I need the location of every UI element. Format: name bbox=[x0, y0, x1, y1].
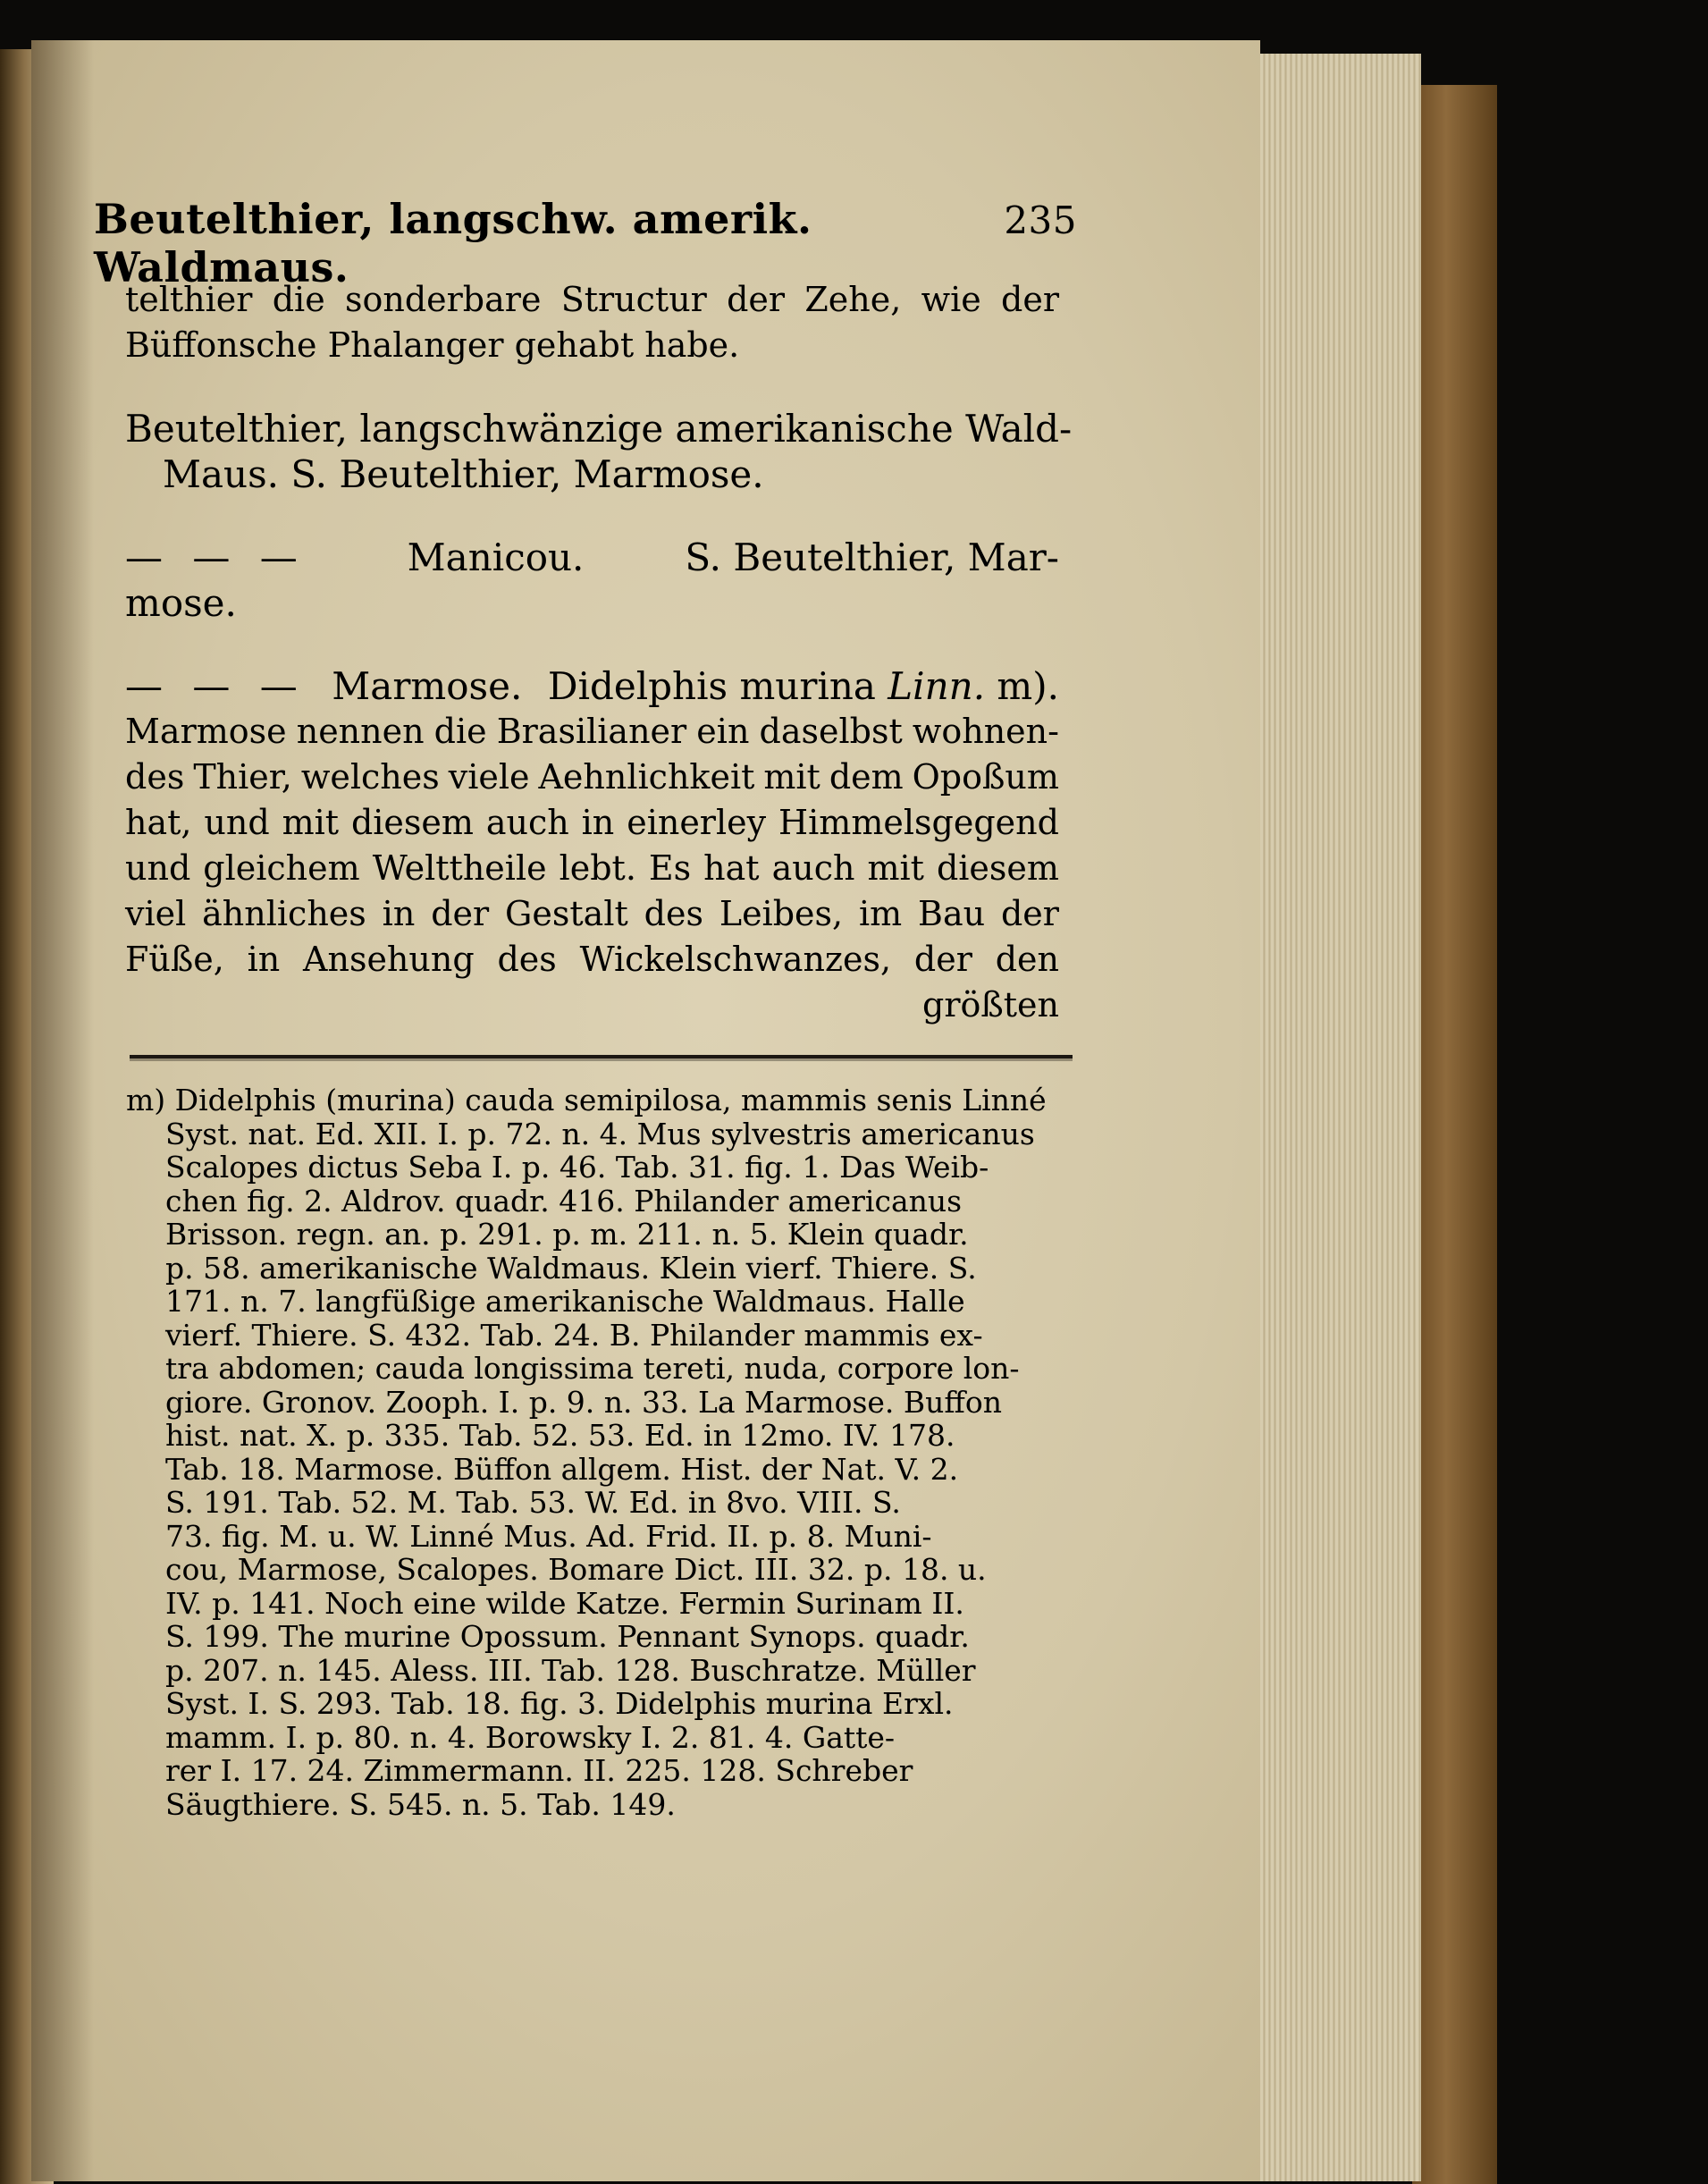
word: der bbox=[913, 940, 972, 979]
word: diesem bbox=[936, 848, 1059, 888]
word: der bbox=[727, 280, 786, 319]
footnote-rule bbox=[130, 1055, 1073, 1058]
footnote-line: giore. Gronov. Zooph. I. p. 9. n. 33. La Marmose. Buffon bbox=[165, 1384, 1002, 1420]
word: und bbox=[204, 803, 270, 842]
word: wie bbox=[921, 280, 981, 319]
footnote-line: Brisson. regn. an. p. 291. p. m. 211. n. 5. Klein quadr. bbox=[165, 1217, 969, 1252]
footnote-line: tra abdomen; cauda longissima tereti, nuda, corpore lon- bbox=[165, 1351, 1020, 1386]
entry-manicou bbox=[125, 535, 1059, 580]
text-line bbox=[125, 709, 1059, 755]
word: den bbox=[995, 940, 1059, 979]
word: telthier bbox=[125, 280, 253, 319]
text-line bbox=[125, 755, 1059, 800]
footnote-line: Säugthiere. S. 545. n. 5. Tab. 149. bbox=[165, 1786, 676, 1822]
word: des bbox=[125, 757, 185, 797]
word: Aehnlichkeit bbox=[538, 757, 755, 797]
word: daselbst bbox=[759, 712, 903, 751]
word: die bbox=[272, 280, 325, 319]
word: in bbox=[247, 940, 281, 979]
footnote-line: rer I. 17. 24. Zimmermann. II. 225. 128. Schreber bbox=[165, 1753, 913, 1788]
footnote-line: Syst. I. S. 293. Tab. 18. fig. 3. Didelphis murina Erxl. bbox=[165, 1686, 954, 1721]
word: und bbox=[125, 848, 191, 888]
word: Himmelsgegend bbox=[778, 803, 1059, 842]
page-stack-edge bbox=[1260, 54, 1421, 2181]
word: ähnliches bbox=[202, 894, 366, 933]
entry-term: Marmose. bbox=[332, 664, 523, 708]
text-line bbox=[125, 277, 1059, 323]
word: Marmose bbox=[125, 712, 287, 751]
footnote-line: m) Didelphis (murina) cauda semipilosa, mammis senis Linné bbox=[126, 1083, 1047, 1117]
running-title: Beutelthier, langschw. amerik. Waldmaus. bbox=[94, 195, 812, 291]
word: einerley bbox=[627, 803, 767, 842]
word: mit bbox=[282, 803, 340, 842]
word: viel bbox=[125, 894, 187, 933]
word: der bbox=[1001, 280, 1059, 319]
entry-marmose bbox=[125, 663, 1059, 709]
footnote-line: chen fig. 2. Aldrov. quadr. 416. Philander americanus bbox=[165, 1183, 963, 1218]
word: Zehe, bbox=[804, 280, 902, 319]
word: nennen bbox=[296, 712, 425, 751]
word: sonderbare bbox=[344, 280, 542, 319]
footnote-line: 73. fig. M. u. W. Linné Mus. Ad. Frid. II. p. 8. Muni- bbox=[165, 1518, 932, 1554]
footnote-marker: m). bbox=[997, 664, 1059, 708]
word: Es bbox=[648, 848, 692, 888]
word: Opoßum bbox=[912, 757, 1059, 797]
entry-term: Manicou. bbox=[407, 535, 585, 579]
footnote-block bbox=[126, 1083, 1081, 1822]
footnote-line: Syst. nat. Ed. XII. I. p. 72. n. 4. Mus sylvestris americanus bbox=[165, 1116, 1035, 1151]
text-line: Büffonsche Phalanger gehabt habe. bbox=[125, 325, 740, 365]
word: Wickelschwanzes, bbox=[579, 940, 892, 979]
word: im bbox=[858, 894, 903, 933]
word: in bbox=[382, 894, 416, 933]
word: Ansehung bbox=[303, 940, 475, 979]
latin-binomial: Didelphis murina bbox=[547, 664, 876, 708]
word: Gestalt bbox=[505, 894, 628, 933]
latin-author: Linn. bbox=[888, 664, 986, 708]
word: auch bbox=[485, 803, 569, 842]
footnote-line: p. 207. n. 145. Aless. III. Tab. 128. Buschratze. Müller bbox=[165, 1652, 976, 1688]
catchword: größten bbox=[922, 985, 1059, 1025]
text-line bbox=[125, 800, 1059, 846]
word: Structur bbox=[560, 280, 707, 319]
word: der bbox=[1000, 894, 1059, 933]
word: der bbox=[431, 894, 490, 933]
word: ein bbox=[696, 712, 750, 751]
entry-heading: Maus. S. Beutelthier, Marmose. bbox=[163, 452, 764, 496]
text-line bbox=[125, 846, 1059, 891]
page-gutter-shadow bbox=[31, 40, 94, 2181]
word: welches bbox=[300, 757, 440, 797]
word: Brasilianer bbox=[496, 712, 687, 751]
word: auch bbox=[771, 848, 855, 888]
word: mit bbox=[763, 757, 820, 797]
word: in bbox=[581, 803, 615, 842]
footnote-line: 171. n. 7. langfüßige amerikanische Waldmaus. Halle bbox=[165, 1284, 965, 1319]
footnote-line: Tab. 18. Marmose. Büffon allgem. Hist. der Nat. V. 2. bbox=[165, 1451, 959, 1487]
word: lebt. bbox=[559, 848, 636, 888]
word: Thier, bbox=[193, 757, 292, 797]
footnote-line: S. 199. The murine Opossum. Pennant Synops. quadr. bbox=[165, 1619, 970, 1654]
word: Leibes, bbox=[719, 894, 844, 933]
word: wohnen- bbox=[912, 712, 1059, 751]
footnote-line: mamm. I. p. 80. n. 4. Borowsky I. 2. 81. 4. Gatte- bbox=[165, 1719, 896, 1755]
footnote-line: p. 58. amerikanische Waldmaus. Klein vierf. Thiere. S. bbox=[165, 1250, 977, 1286]
text-line bbox=[125, 891, 1059, 937]
word: des bbox=[644, 894, 703, 933]
word: des bbox=[497, 940, 557, 979]
book-cover-edge bbox=[1412, 85, 1497, 2184]
footnote-line: S. 191. Tab. 52. M. Tab. 53. W. Ed. in 8vo. VIII. S. bbox=[165, 1485, 901, 1520]
word: Welttheile bbox=[372, 848, 547, 888]
footnote-line: IV. p. 141. Noch eine wilde Katze. Fermin Surinam II. bbox=[165, 1585, 964, 1621]
entry-latin-name bbox=[548, 663, 1059, 709]
main-text bbox=[125, 277, 1073, 1028]
word: die bbox=[433, 712, 487, 751]
text-line bbox=[125, 937, 1059, 982]
footnote-line: cou, Marmose, Scalopes. Bomare Dict. III. 32. p. 18. u. bbox=[165, 1552, 987, 1587]
word: hat bbox=[703, 848, 760, 888]
text-line: mose. bbox=[125, 581, 237, 625]
word: gleichem bbox=[203, 848, 360, 888]
footnote-line: hist. nat. X. p. 335. Tab. 52. 53. Ed. in 12mo. IV. 178. bbox=[165, 1418, 955, 1453]
word: Bau bbox=[918, 894, 986, 933]
entry-reference: S. Beutelthier, Mar- bbox=[685, 535, 1059, 579]
word: mit bbox=[867, 848, 924, 888]
entry-dashes: — — — bbox=[125, 664, 307, 708]
entry-heading: Beutelthier, langschwänzige amerikanische Wald- bbox=[125, 407, 1073, 451]
word: diesem bbox=[350, 803, 474, 842]
word: hat, bbox=[125, 803, 192, 842]
footnote-line: Scalopes dictus Seba I. p. 46. Tab. 31. fig. 1. Das Weib- bbox=[165, 1150, 989, 1185]
word: Füße, bbox=[125, 940, 224, 979]
word: viele bbox=[448, 757, 530, 797]
page-number: 235 bbox=[1004, 198, 1077, 242]
entry-dashes: — — — bbox=[125, 535, 307, 579]
footnote-line: vierf. Thiere. S. 432. Tab. 24. B. Philander mammis ex- bbox=[165, 1317, 983, 1353]
word: dem bbox=[829, 757, 904, 797]
